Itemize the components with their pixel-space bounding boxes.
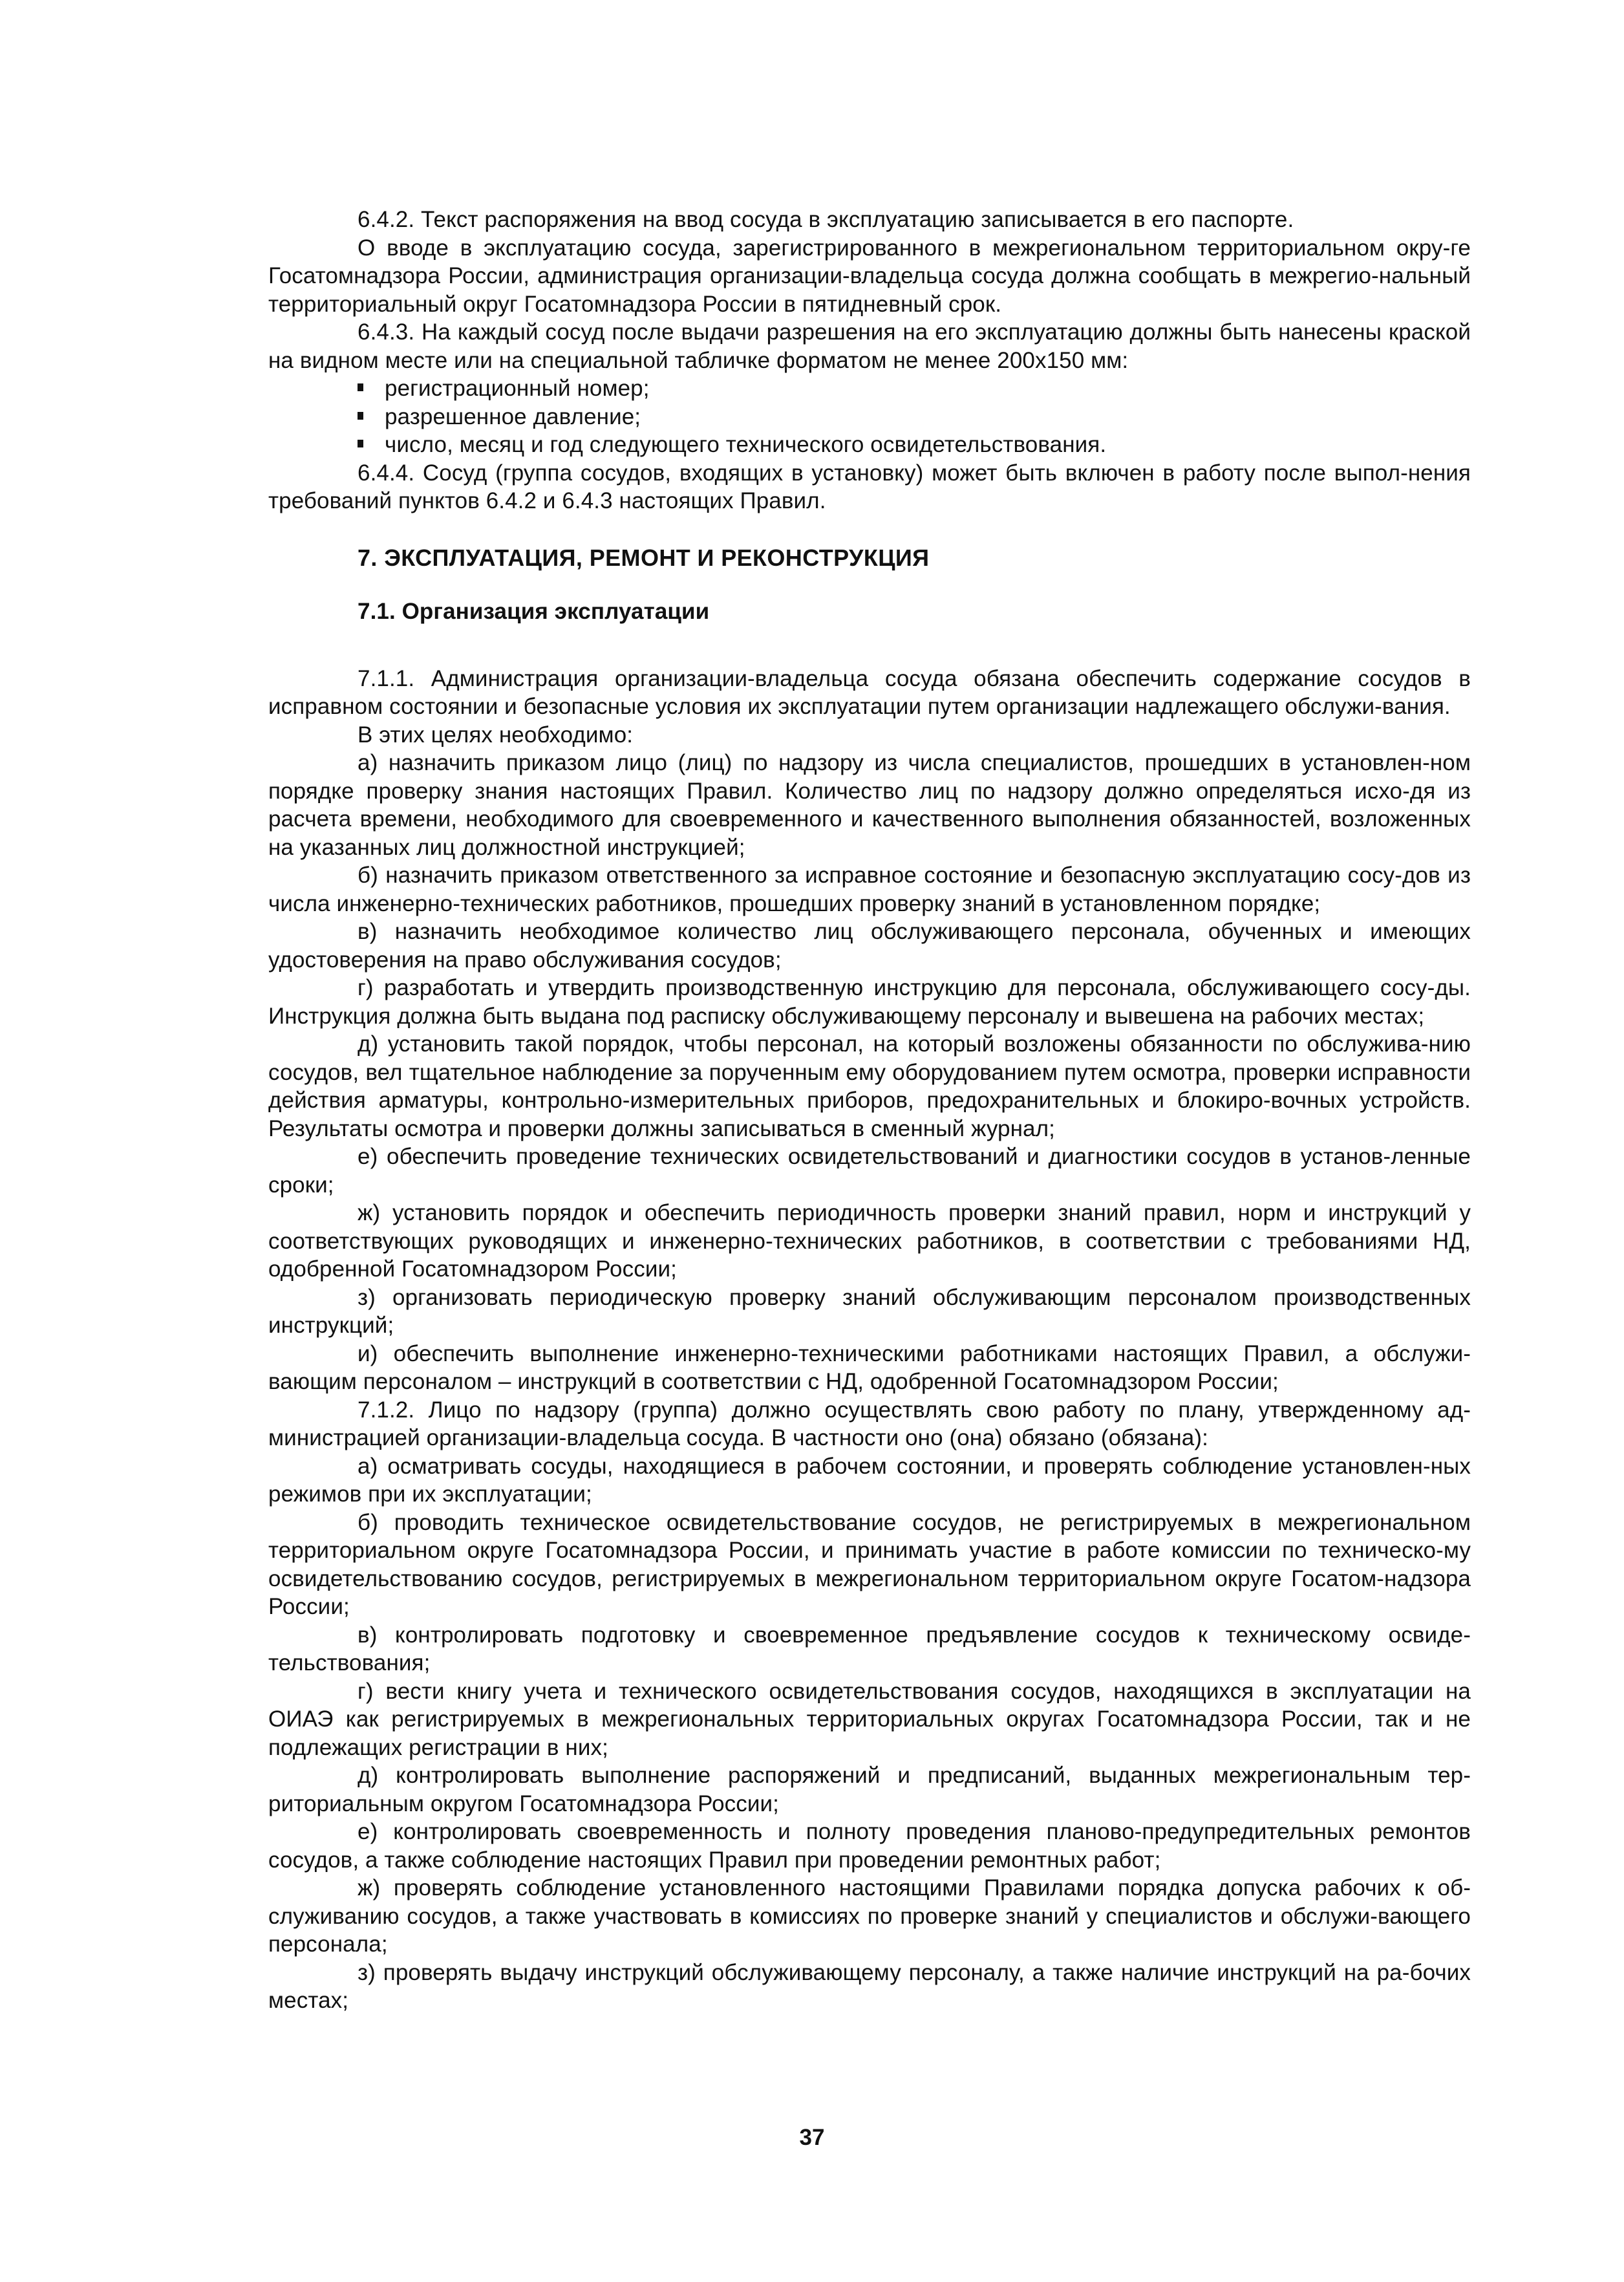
list-item-text: регистрационный номер; (385, 376, 650, 401)
paragraph: и) обеспечить выполнение инженерно-техническими работниками настоящих Правил, а обслужи-вающим персоналом – инструкций в соответствии с НД, одобренной Госатомнадзором России; (268, 1340, 1471, 1394)
subsection-heading: 7.1. Организация эксплуатации (358, 599, 710, 624)
paragraph: ж) проверять соблюдение установленного настоящими Правилами порядка допуска рабочих к об-служиванию сосудов, а также участвовать в комиссиях по проверке знаний у специалистов и обслужи-вающего персонала; (268, 1875, 1471, 1957)
list-item (268, 431, 1471, 459)
paragraph: ж) установить порядок и обеспечить периодичность проверки знаний правил, норм и инструкций у соответствующих руководящих и инженерно-технических работников, в соответствии с требованиями НД, одобренной Госатомнадзором России; (268, 1200, 1471, 1282)
paragraph: д) контролировать выполнение распоряжений и предписаний, выданных межрегиональным тер-риториальным округом Госатомнадзора России; (268, 1763, 1471, 1816)
paragraph: в) контролировать подготовку и своевременное предъявление сосудов к техническому освиде-тельствования; (268, 1622, 1471, 1675)
paragraph: б) проводить техническое освидетельствование сосудов, не регистрируемых в межрегиональном территориальном округе Госатомнадзора России, и принимать участие в работе комиссии по техническо-му освидетельствованию сосудов, регистрируемых в межрегиональном территориальном округе Госатом-надзора России; (268, 1509, 1471, 1619)
marking-list (268, 374, 1471, 459)
paragraph: а) назначить приказом лицо (лиц) по надзору из числа специалистов, прошедших в установлен-ном порядке проверку знания настоящих Правил. Количество лиц по надзору должно определяться исхо-дя из расчета времени, необходимого для своевременного и качественного выполнения обязанностей, возложенных на указанных лиц должностной инструкцией; (268, 750, 1471, 860)
document-page (268, 206, 1471, 2015)
paragraph: з) проверять выдачу инструкций обслуживающему персоналу, а также наличие инструкций на ра-бочих местах; (268, 1959, 1471, 2013)
paragraph: г) вести книгу учета и технического освидетельствования сосудов, находящихся в эксплуатации на ОИАЭ как регистрируемых в межрегиональных территориальных округах Госатомнадзора России, так и не подлежащих регистрации в них; (268, 1678, 1471, 1760)
bullet-icon (358, 440, 363, 447)
paragraph: е) контролировать своевременность и полноту проведения планово-предупредительных ремонтов сосудов, а также соблюдение настоящих Правил при проведении ремонтных работ; (268, 1819, 1471, 1873)
section-heading: 7. ЭКСПЛУАТАЦИЯ, РЕМОНТ И РЕКОНСТРУКЦИЯ (358, 544, 930, 571)
paragraph-6-4-4: 6.4.4. Сосуд (группа сосудов, входящих в установку) может быть включен в работу после выпол-нения требований пунктов 6.4.2 и 6.4.3 настоящих Правил. (268, 460, 1471, 513)
paragraph: г) разработать и утвердить производственную инструкцию для персонала, обслуживающего сосу-ды. Инструкция должна быть выдана под расписку обслуживающему персоналу и вывешена на рабочих местах; (268, 975, 1471, 1029)
list-item (268, 403, 1471, 431)
paragraph: б) назначить приказом ответственного за исправное состояние и безопасную эксплуатацию сосу-дов из числа инженерно-технических работников, прошедших проверку знаний в установленном порядке; (268, 863, 1471, 916)
page-number: 37 (799, 2125, 825, 2150)
paragraph: 7.1.2. Лицо по надзору (группа) должно осуществлять свою работу по плану, утвержденному ад-министрацией организации-владельца сосуда. В частности оно (она) обязано (обязана): (268, 1397, 1471, 1450)
paragraph-6-4-3: 6.4.3. На каждый сосуд после выдачи разрешения на его эксплуатацию должны быть нанесены краской на видном месте или на специальной табличке форматом не менее 200х150 мм: (268, 319, 1471, 373)
paragraph-6-4-2: 6.4.2. Текст распоряжения на ввод сосуда в эксплуатацию записывается в его паспорте. (358, 207, 1294, 232)
paragraph: а) осматривать сосуды, находящиеся в рабочем состоянии, и проверять соблюдение установлен-ных режимов при их эксплуатации; (268, 1453, 1471, 1507)
paragraph: В этих целях необходимо: (358, 722, 634, 748)
paragraph-registration-notice: О вводе в эксплуатацию сосуда, зарегистрированного в межрегиональном территориальном окру-ге Госатомнадзора России, администрация организации-владельца сосуда должна сообщать в межрегио-нальный территориальный округ Госатомнадзора России в пятидневный срок. (268, 235, 1471, 317)
list-item-text: разрешенное давление; (385, 404, 641, 429)
list-item (268, 374, 1471, 403)
bullet-icon (358, 383, 363, 391)
bullet-icon (358, 412, 363, 420)
paragraph: д) установить такой порядок, чтобы персонал, на который возложены обязанности по обслужива-нию сосудов, вел тщательное наблюдение за порученным ему оборудованием путем осмотра, проверки исправности действия арматуры, контрольно-измерительных приборов, предохранительных и блокиро-вочных устройств. Результаты осмотра и проверки должны записываться в сменный журнал; (268, 1031, 1471, 1141)
list-item-text: число, месяц и год следующего технического освидетельствования. (385, 432, 1107, 457)
paragraph: з) организовать периодическую проверку знаний обслуживающим персоналом производственных инструкций; (268, 1284, 1471, 1338)
paragraph: е) обеспечить проведение технических освидетельствований и диагностики сосудов в установ-ленные сроки; (268, 1144, 1471, 1198)
paragraph: 7.1.1. Администрация организации-владельца сосуда обязана обеспечить содержание сосудов в исправном состоянии и безопасные условия их эксплуатации путем организации надлежащего обслужи-вания. (268, 665, 1471, 719)
paragraph: в) назначить необходимое количество лиц обслуживающего персонала, обученных и имеющих удостоверения на право обслуживания сосудов; (268, 919, 1471, 973)
